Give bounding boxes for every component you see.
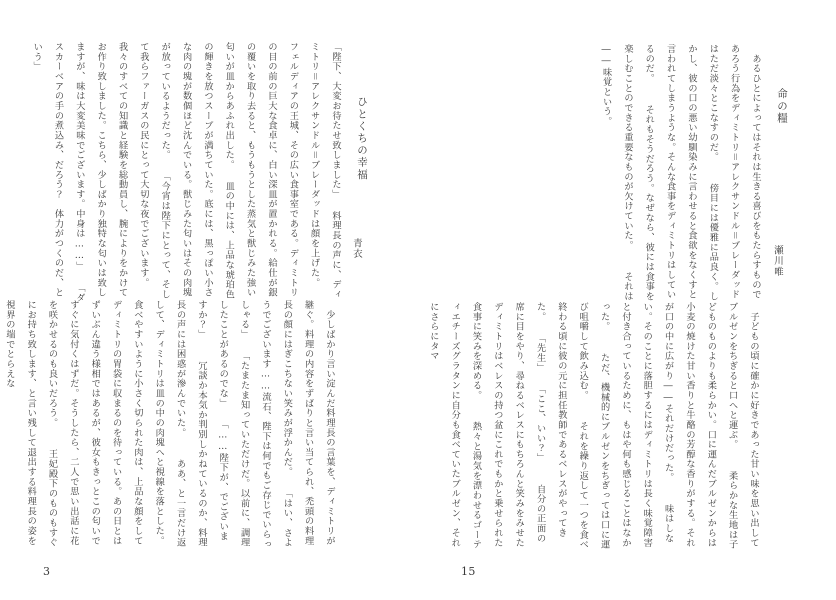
right-page-story-title: 命の糧	[776, 88, 788, 125]
left-page-folio-number: 3	[43, 565, 51, 578]
left-page-author-name: 青衣	[351, 238, 362, 260]
left-page-body-paragraph-block-1: 「陛下、大変お待たせ致しました」 料理長の声に、ディミトリ＝アレクサンドル＝ブレーダッドは顔を上げた。 フェルディアの王城、その広い食事室である。ディミトリの目の前の巨大な食卓に、白い深皿が置かれる。給仕が銀の覆いを取り去ると、もうもうとした蒸気と獣じみた強い匂いが皿からあふれ出した。 皿の中には、上品な琥珀色の輝きを放つスープが満ちていた。底には、黒っぽい小さな肉の塊が数個ほど沈んでいる。獣じみた匂いはその肉塊が放っているようだった。 「今宵は陛下にとって、そして我らファーガスの民にとって大切な夜でございます。我々のすべての知識と経験を総動員し、腕によりをかけてお作り致しました。こちら、少しばかり独特な匂いは致しますが、味は大変美味でございます。中身は……」 「ダスカーベアの手の煮込み、だろう？ 体力がつくのだ、という」	[31, 42, 341, 303]
right-page-folio-number: 15	[461, 565, 476, 578]
left-page-story-title: ひとくちの幸福	[356, 96, 368, 181]
right-page	[418, 0, 836, 600]
right-page-body-paragraph-block-1: あるひとによってはそれは生きる喜びをもたらすものであろう行為をディミトリ＝アレクサンドル＝ブレーダッドはただ淡々とこなすのだ。 傍目には優雅に品良く。しかし、彼の口の悪い幼馴染みに言わせると食欲をなくすと言われてしまうような。そんな食事をディミトリはしているのだ。 それもそうだろう。なぜなら、彼には食事を楽しむことのできる重要なものが欠けていた。 それは――味覚という。	[600, 44, 761, 302]
right-page-body-paragraph-block-2: 子どもの頃に確かに好きであった甘い味を思い出してブルゼンをちぎると口へと運ぶ。 柔らかな生地は子どものものよりも柔らかい。口に運んだブルゼンからは小麦の焼けた甘い香りと牛酪の芳醇な香りがする。それが口の中に広がり――それだけだった。 味はしない。そのことに落胆するにはディミトリは長く味覚障害と付き合っているために、もはや何も感じることはなかった。 ただ、機械的にブルゼンをちぎっては口に運び咀嚼して飲み込む。 それを繰り返して一つを食べ終わる頃に彼の元に担任教師であるベレスがやってきた。 「先生」 「ここ、いい？」 自分の正面の席に目をやり、尋ねるベレスにもちろんと笑みをみせたディミトリはベレスの持つ盆にこれでもかと乗せられた食事に笑みを深める。 熱々と湯気を漂わせるゴーティエチーズグラタンに自分も食べていたブルゼン、それにさらにタマ	[427, 302, 759, 550]
right-page-author-name: 瀬川唯	[772, 245, 783, 278]
left-page-body-paragraph-block-2: 少しばかり言い淀んだ料理長の言葉を、ディミトリが継ぐ。料理の内容をずばりと言い当てられ、禿頭の料理長の顔にはぎこちない笑みが浮かんだ。 「はい、さようでございます……流石、陛下は何でもご存じでいらっしゃる」 「たまたま知っていただけだ。以前に、調理したことがあるのでな」 「……陛下が、でございますか？」 冗談か本気か判別しかねているのか、料理長の声には困惑が滲んでいた。 ああ、と一言だけ返して、ディミトリは皿の中の肉塊へと視線を落とした。食べやすいように小さく切られた肉は、上品な顔をしてディミトリの胃袋に収まるのを待っている。あの日とはずいぶん違う様相ではあるが、彼女もきっとこの匂いですぐに気付くはずだ。そうしたら、二人で思い出話に花を咲かせるのも良いだろう。 王妃殿下のものもすぐにお持ち致します、と言い残して退出する料理長の姿を視界の端でとらえな	[3, 300, 335, 550]
